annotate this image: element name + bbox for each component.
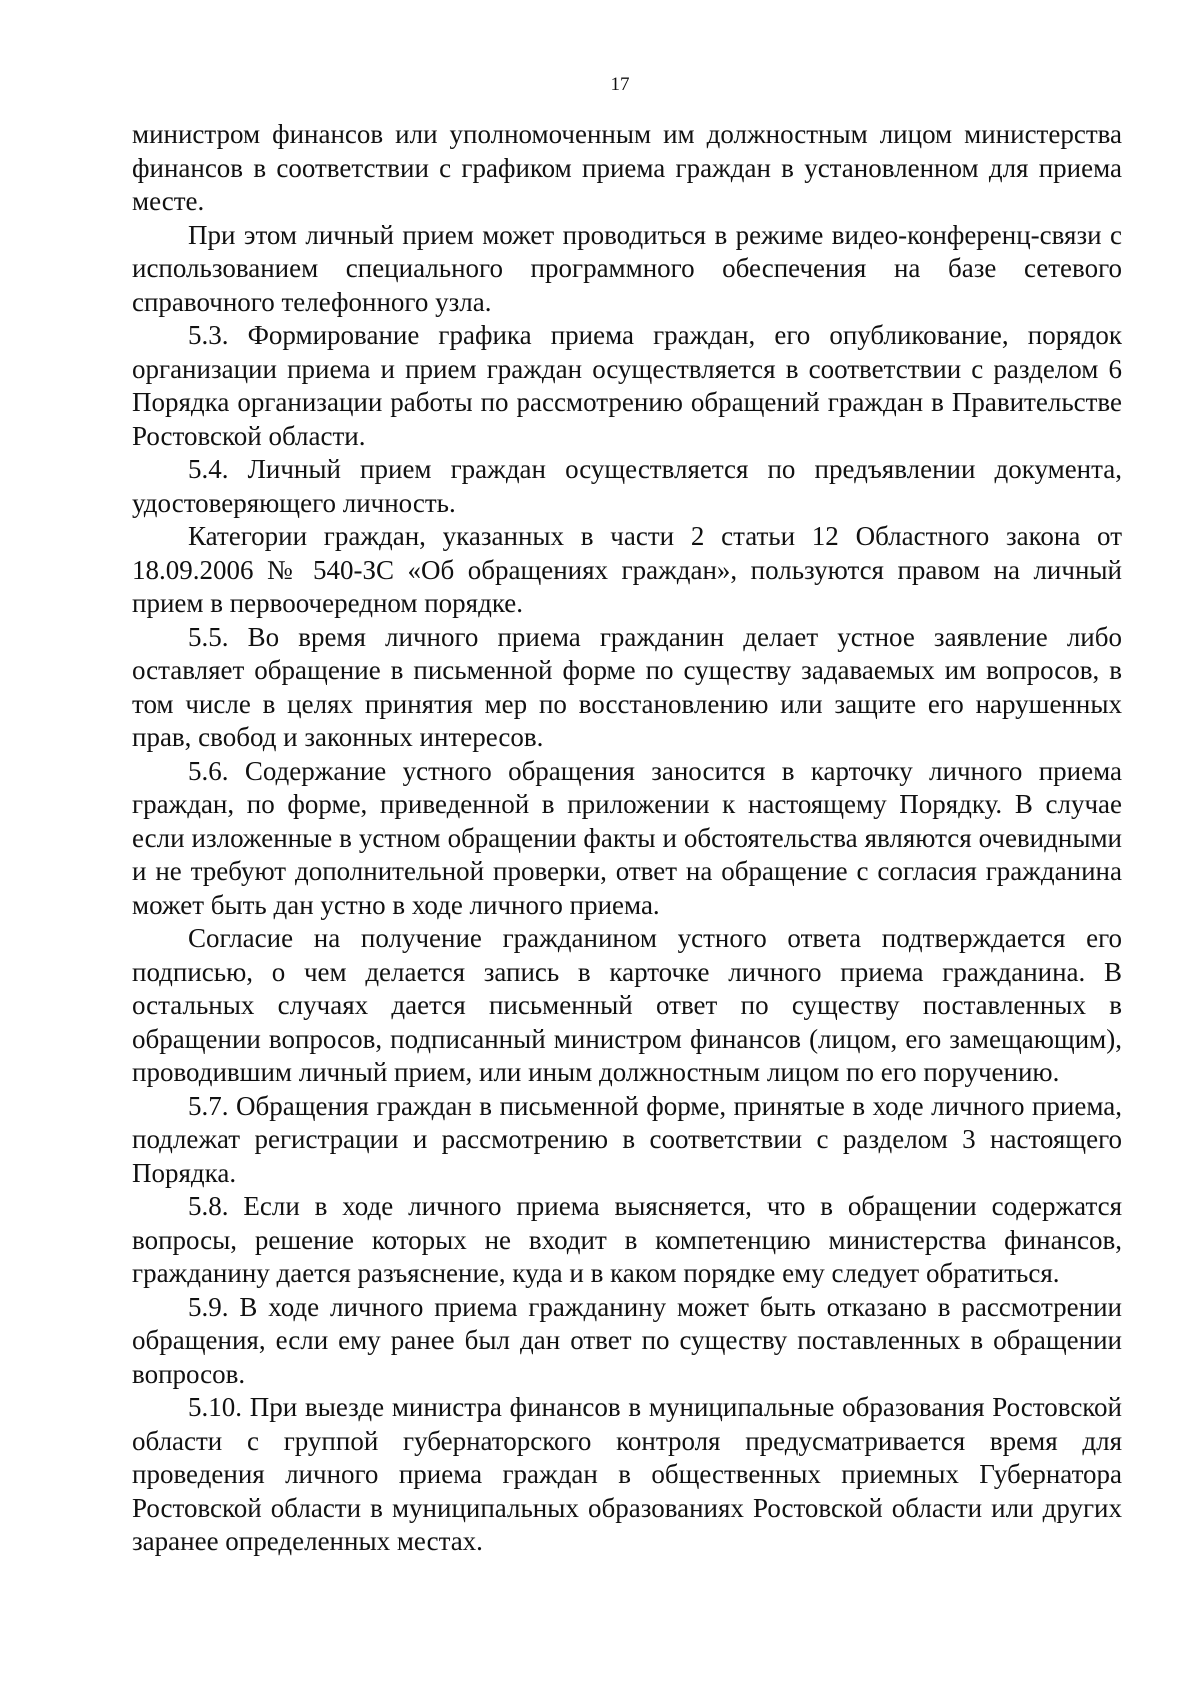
paragraph-5-3: 5.3. Формирование графика приема граждан, его опубликование, порядок организации приема и прием граждан осуществляется в соответствии с разделом 6 Порядка организации работы по рассмотрению обращений граждан в Правительстве Ростовской области. [132, 320, 1122, 451]
paragraph-5-10: 5.10. При выезде министра финансов в муниципальные образования Ростовской области с группой губернаторского контроля предусматривается время для проведения личного приема граждан в общественных приемных Губернатора Ростовской области в муниципальных образованиях Ростовской области или других заранее определенных местах. [132, 1392, 1122, 1556]
paragraph-5-8: 5.8. Если в ходе личного приема выясняется, что в обращении содержатся вопросы, решение которых не входит в компетенцию министерства финансов, гражданину дается разъяснение, куда и в каком порядке ему следует обратиться. [132, 1191, 1122, 1288]
paragraph-5-4: 5.4. Личный прием граждан осуществляется по предъявлении документа, удостоверяющего личность. [132, 454, 1122, 518]
paragraph-5-9: 5.9. В ходе личного приема гражданину может быть отказано в рассмотрении обращения, если ему ранее был дан ответ по существу поставленных в обращении вопросов. [132, 1291, 1122, 1389]
document-body [132, 118, 1122, 1559]
paragraph-5-7: 5.7. Обращения граждан в письменной форме, принятые в ходе личного приема, подлежат регистрации и рассмотрению в соответствии с разделом 3 настоящего Порядка. [132, 1090, 1122, 1188]
paragraph-continuation: министром финансов или уполномоченным им должностным лицом министерства финансов в соответствии с графиком приема граждан в установленном для приема месте. [132, 119, 1122, 216]
page-number: 17 [610, 74, 630, 95]
paragraph-priority-categories: Категории граждан, указанных в части 2 статьи 12 Областного закона от 18.09.2006 № 540-ЗС «Об обращениях граждан», пользуются правом на личный прием в первоочередном порядке. [132, 521, 1122, 618]
paragraph-5-5: 5.5. Во время личного приема гражданин делает устное заявление либо оставляет обращение в письменной форме по существу задаваемых им вопросов, в том числе в целях принятия мер по восстановлению или защите его нарушенных прав, свобод и законных интересов. [132, 621, 1122, 752]
paragraph-video-conference: При этом личный прием может проводиться в режиме видео-конференц-связи с использованием специального программного обеспечения на базе сетевого справочного телефонного узла. [132, 219, 1122, 317]
paragraph-5-6: 5.6. Содержание устного обращения заносится в карточку личного приема граждан, по форме, приведенной в приложении к настоящему Порядку. В случае если изложенные в устном обращении факты и обстоятельства являются очевидными и не требуют дополнительной проверки, ответ на обращение с согласия гражданина может быть дан устно в ходе личного приема. [132, 755, 1122, 920]
paragraph-oral-answer-consent: Согласие на получение гражданином устного ответа подтверждается его подписью, о чем делается запись в карточке личного приема гражданина. В остальных случаях дается письменный ответ по существу поставленных в обращении вопросов, подписанный министром финансов (лицом, его замещающим), проводившим личный прием, или иным должностным лицом по его поручению. [132, 923, 1122, 1087]
